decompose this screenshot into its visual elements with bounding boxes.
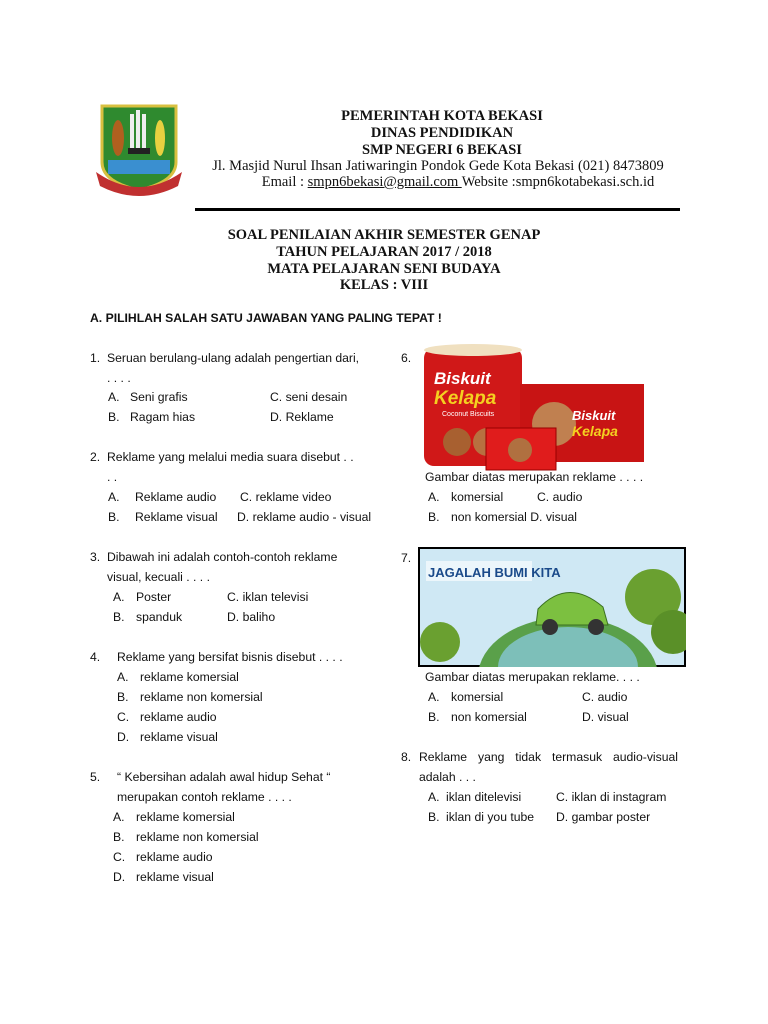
q-number: 6. <box>401 351 412 365</box>
option-a: Reklame audio <box>135 490 217 504</box>
option-letter: C. <box>117 710 130 724</box>
q-text: merupakan contoh reklame . . . . <box>117 790 292 804</box>
letterhead-line3: SMP NEGERI 6 BEKASI <box>362 142 522 158</box>
option-c: reklame audio <box>140 710 217 724</box>
option-letter: B. <box>117 690 129 704</box>
option-a: Poster <box>136 590 172 604</box>
option-d: D. baliho <box>227 610 276 624</box>
option-c: C. iklan televisi <box>227 590 309 604</box>
option-b: reklame non komersial <box>140 690 263 704</box>
option-a: iklan ditelevisi <box>446 790 522 804</box>
title-line3: MATA PELAJARAN SENI BUDAYA <box>267 261 501 277</box>
option-a: komersial <box>451 490 504 504</box>
q-text: adalah . . . <box>419 770 476 784</box>
option-c: C. reklame video <box>240 490 332 504</box>
option-d: D. Reklame <box>270 410 334 424</box>
q-text: Seruan berulang-ulang adalah pengertian dari, <box>107 351 360 365</box>
website: Website :smpn6kotabekasi.sch.id <box>461 174 655 190</box>
option-letter: A. <box>428 490 440 504</box>
letterhead-line2: DINAS PENDIDIKAN <box>370 125 514 141</box>
option-letter: A. <box>108 390 120 404</box>
q-text: Gambar diatas merupakan reklame . . . . <box>425 470 644 484</box>
option-b: Reklame visual <box>135 510 218 524</box>
option-c: C. seni desain <box>270 390 348 404</box>
option-a: reklame komersial <box>140 670 239 684</box>
option-d: reklame visual <box>136 870 214 884</box>
q-text: . . <box>107 470 118 484</box>
q-number: 4. <box>90 650 101 664</box>
option-b: spanduk <box>136 610 183 624</box>
option-letter: A. <box>108 490 120 504</box>
option-d: reklame visual <box>140 730 218 744</box>
q-text: Gambar diatas merupakan reklame. . . . <box>425 670 640 684</box>
letterhead-contact <box>228 174 688 191</box>
option-c: C. audio <box>582 690 628 704</box>
option-letter: B. <box>113 830 125 844</box>
q-number: 5. <box>90 770 101 784</box>
email-label: Email : <box>261 174 308 190</box>
header-divider <box>195 208 680 211</box>
option-letter: A. <box>117 670 129 684</box>
option-letter: B. <box>108 510 120 524</box>
option-letter: B. <box>428 710 440 724</box>
email-link[interactable]: smpn6bekasi@gmail.com <box>307 174 462 190</box>
option-b: non komersial <box>451 710 527 724</box>
option-d: D. visual <box>582 710 629 724</box>
q-text: . . . . <box>107 371 131 385</box>
kota-bekasi-logo <box>92 102 186 198</box>
option-letter: A. <box>428 790 440 804</box>
option-c: C. iklan di instagram <box>556 790 667 804</box>
option-letter: D. <box>117 730 130 744</box>
option-letter: B. <box>113 610 125 624</box>
biscuit-ad-image <box>422 344 652 472</box>
option-a: komersial <box>451 690 504 704</box>
option-b: reklame non komersial <box>136 830 259 844</box>
svg-text:JAGALAH BUMI KITA: JAGALAH BUMI KITA <box>428 565 561 580</box>
title-line2: TAHUN PELAJARAN 2017 / 2018 <box>276 244 492 260</box>
option-c: C. audio <box>537 490 583 504</box>
q-number: 1. <box>90 351 101 365</box>
q-text: “ Kebersihan adalah awal hidup Sehat “ <box>117 770 331 784</box>
svg-text:Kelapa: Kelapa <box>572 423 618 439</box>
option-letter: A. <box>113 590 125 604</box>
q-number: 3. <box>90 550 101 564</box>
q-text: Reklame yang melalui media suara disebut . . <box>107 450 354 464</box>
title-line4: KELAS : VIII <box>339 277 429 293</box>
option-letter: B. <box>428 510 440 524</box>
q-text: Reklame yang tidak termasuk audio-visual <box>419 750 678 764</box>
earth-campaign-image <box>418 547 686 667</box>
q-text: Reklame yang bersifat bisnis disebut . . . . <box>117 650 343 664</box>
option-a: reklame komersial <box>136 810 235 824</box>
option-d: D. reklame audio - visual <box>237 510 372 524</box>
option-letter: C. <box>113 850 126 864</box>
option-c: reklame audio <box>136 850 213 864</box>
option-a: Seni grafis <box>130 390 188 404</box>
option-letter: A. <box>113 810 125 824</box>
svg-text:Coconut Biscuits: Coconut Biscuits <box>442 411 495 418</box>
svg-text:Kelapa: Kelapa <box>434 388 497 409</box>
letterhead-address: Jl. Masjid Nurul Ihsan Jatiwaringin Pondok Gede Kota Bekasi (021) 8473809 <box>212 158 664 174</box>
option-d: D. gambar poster <box>556 810 651 824</box>
q-text: visual, kecuali . . . . <box>107 570 210 584</box>
option-letter: B. <box>108 410 120 424</box>
q-number: 8. <box>401 750 412 764</box>
section-heading: A. PILIHLAH SALAH SATU JAWABAN YANG PALING TEPAT ! <box>90 311 442 325</box>
q-number: 7. <box>401 551 412 565</box>
option-letter: A. <box>428 690 440 704</box>
option-b: iklan di you tube <box>446 810 535 824</box>
letterhead-line1: PEMERINTAH KOTA BEKASI <box>341 108 543 124</box>
title-line1: SOAL PENILAIAN AKHIR SEMESTER GENAP <box>227 227 541 243</box>
q-text: Dibawah ini adalah contoh-contoh reklame <box>107 550 338 564</box>
option-letter: B. <box>428 810 440 824</box>
q-number: 2. <box>90 450 101 464</box>
svg-text:Biskuit: Biskuit <box>434 369 491 388</box>
option-letter: D. <box>113 870 126 884</box>
option-b: Ragam hias <box>130 410 196 424</box>
option-b-d: non komersial D. visual <box>451 510 577 524</box>
svg-text:Biskuit: Biskuit <box>572 408 616 423</box>
